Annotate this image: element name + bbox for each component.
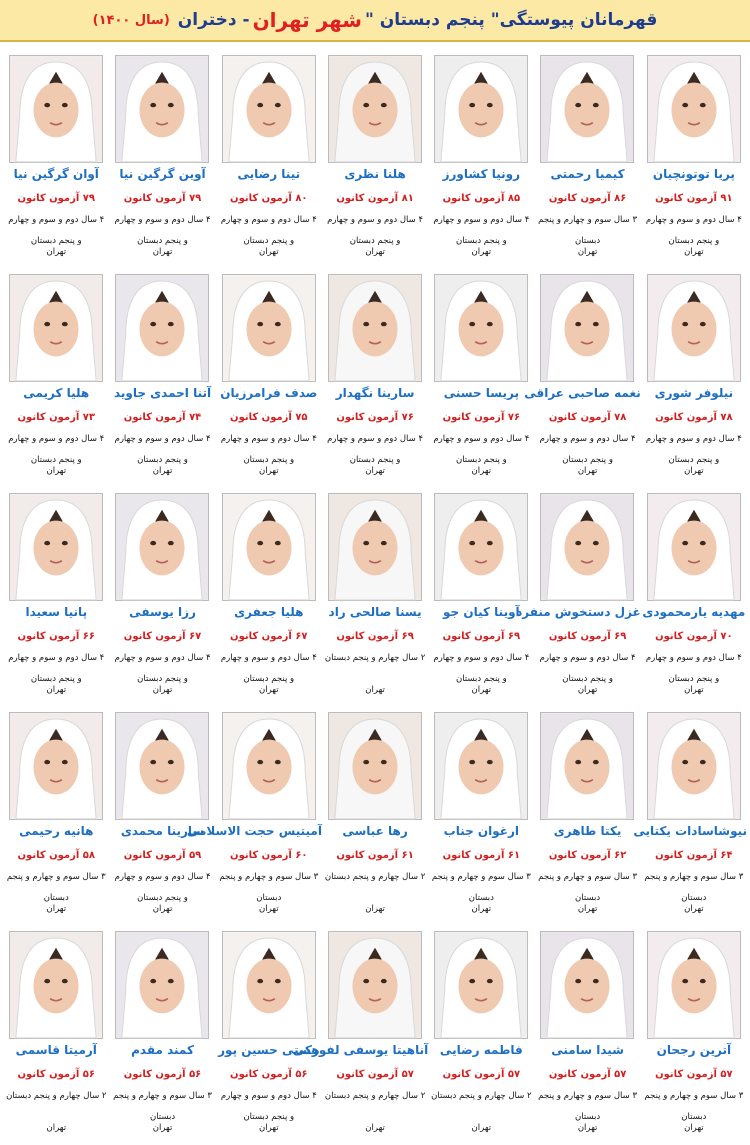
- student-city: تهران: [46, 904, 67, 914]
- student-name: هلنا نظری: [344, 167, 406, 181]
- student-card: [428, 269, 534, 488]
- student-city: تهران: [471, 247, 492, 257]
- portrait-icon: [435, 713, 527, 819]
- student-years: ۴ سال دوم و سوم و چهارم و پنجم دبستان: [220, 215, 317, 246]
- portrait-icon: [329, 713, 421, 819]
- student-photo: [434, 931, 528, 1039]
- student-name: تینا رضایی: [237, 167, 301, 181]
- student-photo: [9, 493, 103, 601]
- student-card: [322, 488, 428, 707]
- student-score: ۷۹ آزمون کانون: [17, 193, 96, 204]
- header-city: شهر تهران: [252, 8, 362, 32]
- student-photo: [115, 712, 209, 820]
- portrait-icon: [116, 275, 208, 381]
- student-score: ۸۱ آزمون کانون: [336, 193, 414, 204]
- header-title: قهرمانان پیوستگی" پنجم دبستان ": [364, 10, 658, 30]
- student-score: ۶۹ آزمون کانون: [548, 631, 627, 642]
- student-name: آمیتیس حجت الاسلامی: [186, 824, 322, 838]
- student-card: [534, 50, 640, 269]
- portrait-icon: [116, 932, 208, 1038]
- student-score: ۵۷ آزمون کانون: [655, 1069, 733, 1080]
- student-photo: [222, 274, 316, 382]
- student-name: غزل دستخوش منفرد: [516, 605, 641, 619]
- student-photo: [540, 493, 634, 601]
- student-photo: [540, 712, 634, 820]
- student-score: ۵۹ آزمون کانون: [123, 850, 202, 861]
- student-years: ۲ سال چهارم و پنجم دبستان: [324, 872, 426, 882]
- student-name: کیمیا رحمتی: [550, 167, 625, 181]
- student-card: [428, 50, 534, 269]
- student-card: [186, 707, 322, 926]
- student-score: ۷۶ آزمون کانون: [442, 412, 521, 423]
- student-card: [534, 926, 640, 1145]
- student-name: آترین رجحان: [656, 1043, 732, 1057]
- student-photo: [9, 712, 103, 820]
- student-photo: [328, 55, 422, 163]
- student-photo: [328, 274, 422, 382]
- student-name: پریا توتونچیان: [652, 167, 735, 181]
- portrait-icon: [10, 713, 102, 819]
- student-card: [3, 269, 109, 488]
- student-card: [216, 269, 322, 488]
- student-city: تهران: [684, 1123, 704, 1133]
- student-city: تهران: [259, 904, 279, 914]
- student-city: تهران: [577, 247, 598, 257]
- student-name: آتنا احمدی جاوید: [113, 386, 212, 400]
- student-name: پانیا سعیدا: [25, 605, 88, 619]
- student-score: ۶۷ آزمون کانون: [123, 631, 202, 642]
- student-score: ۷۹ آزمون کانون: [123, 193, 202, 204]
- student-city: تهران: [684, 685, 704, 695]
- portrait-icon: [10, 56, 102, 162]
- student-card: [428, 707, 534, 926]
- student-photo: [540, 274, 634, 382]
- student-card: [322, 269, 428, 488]
- student-years: ۴ سال دوم و سوم و چهارم و پنجم دبستان: [433, 215, 530, 246]
- student-city: تهران: [577, 685, 598, 695]
- student-photo: [9, 55, 103, 163]
- student-name: رها عباسی: [342, 824, 408, 838]
- student-card: [109, 50, 215, 269]
- student-city: تهران: [259, 466, 279, 476]
- student-score: ۷۸ آزمون کانون: [655, 412, 733, 423]
- portrait-icon: [329, 494, 421, 600]
- student-name: کمند مقدم: [131, 1043, 194, 1057]
- portrait-icon: [10, 932, 102, 1038]
- student-name: هلیا کریمی: [23, 386, 90, 400]
- portrait-icon: [223, 56, 315, 162]
- student-score: ۶۰ آزمون کانون: [230, 850, 308, 861]
- student-card: [3, 926, 109, 1145]
- student-years: ۴ سال دوم و سوم و چهارم و پنجم دبستان: [539, 434, 636, 465]
- student-city: تهران: [46, 247, 67, 257]
- portrait-icon: [648, 275, 740, 381]
- student-years: ۴ سال دوم و سوم و چهارم و پنجم دبستان: [539, 653, 636, 684]
- student-score: ۷۳ آزمون کانون: [17, 412, 96, 423]
- student-photo: [434, 712, 528, 820]
- student-name: یکتا طاهری: [553, 824, 622, 838]
- student-name: آناهیتا یوسفی لفورکی: [292, 1043, 429, 1057]
- student-name: آوین گرگین نیا: [119, 167, 206, 181]
- student-years: ۳ سال سوم و چهارم و پنجم دبستان: [431, 872, 531, 903]
- student-card: [3, 488, 109, 707]
- student-photo: [647, 55, 741, 163]
- portrait-icon: [116, 56, 208, 162]
- student-city: تهران: [577, 1123, 598, 1133]
- student-photo: [328, 931, 422, 1039]
- student-years: ۴ سال دوم و سوم و چهارم و پنجم دبستان: [114, 215, 211, 246]
- student-photo: [434, 55, 528, 163]
- student-score: ۵۷ آزمون کانون: [336, 1069, 414, 1080]
- student-photo: [540, 931, 634, 1039]
- student-city: تهران: [365, 904, 385, 914]
- student-score: ۷۴ آزمون کانون: [123, 412, 202, 423]
- student-years: ۲ سال چهارم و پنجم دبستان: [6, 1091, 107, 1101]
- student-years: ۴ سال دوم و سوم و چهارم و پنجم دبستان: [8, 215, 105, 246]
- student-years: ۴ سال دوم و سوم و چهارم و پنجم دبستان: [645, 215, 742, 246]
- student-city: تهران: [684, 466, 704, 476]
- portrait-icon: [648, 932, 740, 1038]
- student-card: [216, 50, 322, 269]
- student-score: ۶۲ آزمون کانون: [548, 850, 627, 861]
- student-years: ۳ سال سوم و چهارم و پنجم دبستان: [219, 872, 319, 903]
- student-city: تهران: [365, 1123, 385, 1133]
- portrait-icon: [435, 494, 527, 600]
- student-years: ۴ سال دوم و سوم و چهارم و پنجم دبستان: [114, 653, 211, 684]
- portrait-icon: [541, 494, 633, 600]
- student-score: ۶۱ آزمون کانون: [336, 850, 414, 861]
- student-score: ۶۹ آزمون کانون: [442, 631, 521, 642]
- portrait-icon: [541, 713, 633, 819]
- student-years: ۴ سال دوم و سوم و چهارم و پنجم دبستان: [8, 653, 105, 684]
- student-city: تهران: [259, 685, 279, 695]
- student-city: تهران: [152, 247, 173, 257]
- portrait-icon: [116, 494, 208, 600]
- portrait-icon: [329, 275, 421, 381]
- student-photo: [9, 274, 103, 382]
- student-city: تهران: [684, 247, 704, 257]
- student-photo: [115, 931, 209, 1039]
- student-name: شیدا سامنی: [551, 1043, 624, 1057]
- student-name: هلیا جعفری: [234, 605, 304, 619]
- student-years: ۳ سال سوم و چهارم و پنجم دبستان: [6, 872, 106, 903]
- student-name: رزا یوسفی: [129, 605, 196, 619]
- student-name: آوان گرگین نیا: [13, 167, 99, 181]
- student-card: [428, 488, 534, 707]
- student-score: ۹۱ آزمون کانون: [655, 193, 733, 204]
- student-photo: [647, 931, 741, 1039]
- student-card: [524, 269, 641, 488]
- student-years: ۳ سال سوم و چهارم و پنجم دبستان: [644, 872, 744, 903]
- portrait-icon: [435, 275, 527, 381]
- student-name: فاطمه رضایی: [439, 1043, 523, 1057]
- student-name: نغمه صاحبی عراقی: [524, 386, 641, 400]
- student-card: [322, 50, 428, 269]
- student-city: تهران: [577, 466, 598, 476]
- student-city: تهران: [152, 1123, 173, 1133]
- portrait-icon: [116, 713, 208, 819]
- student-city: تهران: [46, 466, 67, 476]
- student-years: ۳ سال سوم و چهارم و پنجم دبستان: [538, 1091, 638, 1122]
- student-name: آرمیتا قاسمی: [15, 1043, 97, 1057]
- student-card: [109, 926, 215, 1145]
- student-years: ۴ سال دوم و سوم و چهارم و پنجم دبستان: [220, 653, 317, 684]
- student-score: ۵۷ آزمون کانون: [442, 1069, 521, 1080]
- student-score: ۸۶ آزمون کانون: [548, 193, 627, 204]
- student-card: [109, 488, 215, 707]
- student-name: نیلوفر شوری: [654, 386, 734, 400]
- student-card: [216, 926, 322, 1145]
- student-city: تهران: [152, 466, 173, 476]
- student-card: [109, 707, 215, 926]
- student-name: هستی حسین پور: [218, 1043, 320, 1057]
- student-photo: [115, 493, 209, 601]
- student-photo: [115, 274, 209, 382]
- student-score: ۵۶ آزمون کانون: [17, 1069, 96, 1080]
- student-photo: [647, 493, 741, 601]
- student-card: [322, 707, 428, 926]
- student-score: ۸۰ آزمون کانون: [230, 193, 308, 204]
- student-photo: [115, 55, 209, 163]
- student-years: ۳ سال سوم و چهارم و پنجم دبستان: [113, 1091, 212, 1122]
- student-photo: [434, 493, 528, 601]
- student-city: تهران: [152, 685, 173, 695]
- student-name: پریسا حسنی: [443, 386, 519, 400]
- student-name: نیوشاسادات یکتایی: [633, 824, 747, 838]
- student-card: [216, 488, 322, 707]
- portrait-icon: [435, 932, 527, 1038]
- student-name: سارینا نگهدار: [335, 386, 415, 400]
- portrait-icon: [329, 56, 421, 162]
- portrait-icon: [648, 494, 740, 600]
- student-years: ۳ سال سوم و چهارم و پنجم دبستان: [538, 872, 638, 903]
- student-years: ۴ سال دوم و سوم و چهارم و پنجم دبستان: [433, 434, 530, 465]
- student-card: [633, 707, 747, 926]
- header-gender: - دختران: [177, 10, 250, 30]
- student-card: [641, 926, 747, 1145]
- student-card: [428, 926, 534, 1145]
- student-name: هانیه رحیمی: [19, 824, 94, 838]
- student-name: مهدیه یارمحمودی: [642, 605, 746, 619]
- student-score: ۶۴ آزمون کانون: [655, 850, 733, 861]
- student-years: ۴ سال دوم و سوم و چهارم و پنجم دبستان: [114, 872, 211, 903]
- student-years: ۴ سال دوم و سوم و چهارم و پنجم دبستان: [220, 434, 317, 465]
- student-score: ۷۸ آزمون کانون: [548, 412, 627, 423]
- student-years: ۴ سال دوم و سوم و چهارم و پنجم دبستان: [433, 653, 530, 684]
- student-grid: [3, 50, 747, 1145]
- student-city: تهران: [471, 1123, 492, 1133]
- student-score: ۵۷ آزمون کانون: [548, 1069, 627, 1080]
- portrait-icon: [648, 713, 740, 819]
- portrait-icon: [541, 275, 633, 381]
- student-name: یسنا صالحی راد: [328, 605, 422, 619]
- portrait-icon: [541, 56, 633, 162]
- student-years: ۴ سال دوم و سوم و چهارم و پنجم دبستان: [645, 434, 742, 465]
- student-photo: [434, 274, 528, 382]
- student-city: تهران: [577, 904, 598, 914]
- student-city: تهران: [365, 466, 385, 476]
- student-years: ۳ سال سوم و چهارم و پنجم دبستان: [538, 215, 638, 246]
- student-city: تهران: [471, 466, 492, 476]
- student-years: ۴ سال دوم و سوم و چهارم و پنجم دبستان: [645, 653, 742, 684]
- student-city: تهران: [259, 1123, 279, 1133]
- student-photo: [328, 712, 422, 820]
- student-years: ۲ سال چهارم و پنجم دبستان: [431, 1091, 532, 1101]
- student-card: [3, 50, 109, 269]
- student-score: ۵۶ آزمون کانون: [123, 1069, 202, 1080]
- student-years: ۴ سال دوم و سوم و چهارم و پنجم دبستان: [327, 215, 424, 246]
- portrait-icon: [541, 932, 633, 1038]
- student-photo: [647, 274, 741, 382]
- student-city: تهران: [365, 247, 385, 257]
- student-city: تهران: [259, 247, 279, 257]
- student-years: ۴ سال دوم و سوم و چهارم و پنجم دبستان: [8, 434, 105, 465]
- student-card: [3, 707, 109, 926]
- portrait-icon: [329, 932, 421, 1038]
- student-name: ارغوان جناب: [443, 824, 520, 838]
- portrait-icon: [223, 713, 315, 819]
- student-score: ۵۶ آزمون کانون: [230, 1069, 308, 1080]
- student-card: [516, 488, 641, 707]
- portrait-icon: [223, 494, 315, 600]
- student-city: تهران: [684, 904, 704, 914]
- student-name: سارینا محمدی: [120, 824, 205, 838]
- student-years: ۴ سال دوم و سوم و چهارم و پنجم دبستان: [114, 434, 211, 465]
- portrait-icon: [10, 275, 102, 381]
- portrait-icon: [648, 56, 740, 162]
- student-photo: [222, 931, 316, 1039]
- portrait-icon: [223, 932, 315, 1038]
- student-years: ۲ سال چهارم و پنجم دبستان: [324, 1091, 426, 1101]
- student-photo: [222, 493, 316, 601]
- header-year: (سال ۱۴۰۰): [92, 12, 170, 28]
- student-photo: [222, 55, 316, 163]
- student-card: [292, 926, 429, 1145]
- student-score: ۷۰ آزمون کانون: [655, 631, 733, 642]
- student-city: تهران: [365, 685, 385, 695]
- student-score: ۷۵ آزمون کانون: [230, 412, 308, 423]
- student-score: ۷۶ آزمون کانون: [336, 412, 414, 423]
- student-score: ۵۸ آزمون کانون: [17, 850, 96, 861]
- student-photo: [9, 931, 103, 1039]
- student-card: [109, 269, 215, 488]
- student-city: تهران: [471, 904, 492, 914]
- portrait-icon: [435, 56, 527, 162]
- student-card: [641, 50, 747, 269]
- student-years: ۲ سال چهارم و پنجم دبستان: [324, 653, 426, 663]
- student-card: [641, 488, 747, 707]
- student-years: ۴ سال دوم و سوم و چهارم و پنجم دبستان: [220, 1091, 317, 1122]
- student-score: ۶۶ آزمون کانون: [17, 631, 96, 642]
- student-years: ۴ سال دوم و سوم و چهارم و پنجم دبستان: [327, 434, 424, 465]
- student-city: تهران: [471, 685, 492, 695]
- portrait-icon: [10, 494, 102, 600]
- student-photo: [647, 712, 741, 820]
- student-card: [641, 269, 747, 488]
- student-name: آوینا کیان جو: [443, 605, 520, 619]
- student-name: صدف فرامرزیان: [220, 386, 318, 400]
- student-city: تهران: [152, 904, 173, 914]
- student-score: ۶۹ آزمون کانون: [336, 631, 414, 642]
- page-header: [0, 0, 750, 42]
- student-score: ۶۱ آزمون کانون: [442, 850, 521, 861]
- student-city: تهران: [46, 1123, 67, 1133]
- student-score: ۸۵ آزمون کانون: [442, 193, 521, 204]
- student-photo: [222, 712, 316, 820]
- student-photo: [328, 493, 422, 601]
- student-name: رونیا کشاورز: [442, 167, 521, 181]
- portrait-icon: [223, 275, 315, 381]
- student-city: تهران: [46, 685, 67, 695]
- student-years: ۳ سال سوم و چهارم و پنجم دبستان: [644, 1091, 744, 1122]
- student-card: [534, 707, 640, 926]
- student-photo: [540, 55, 634, 163]
- student-score: ۶۷ آزمون کانون: [230, 631, 308, 642]
